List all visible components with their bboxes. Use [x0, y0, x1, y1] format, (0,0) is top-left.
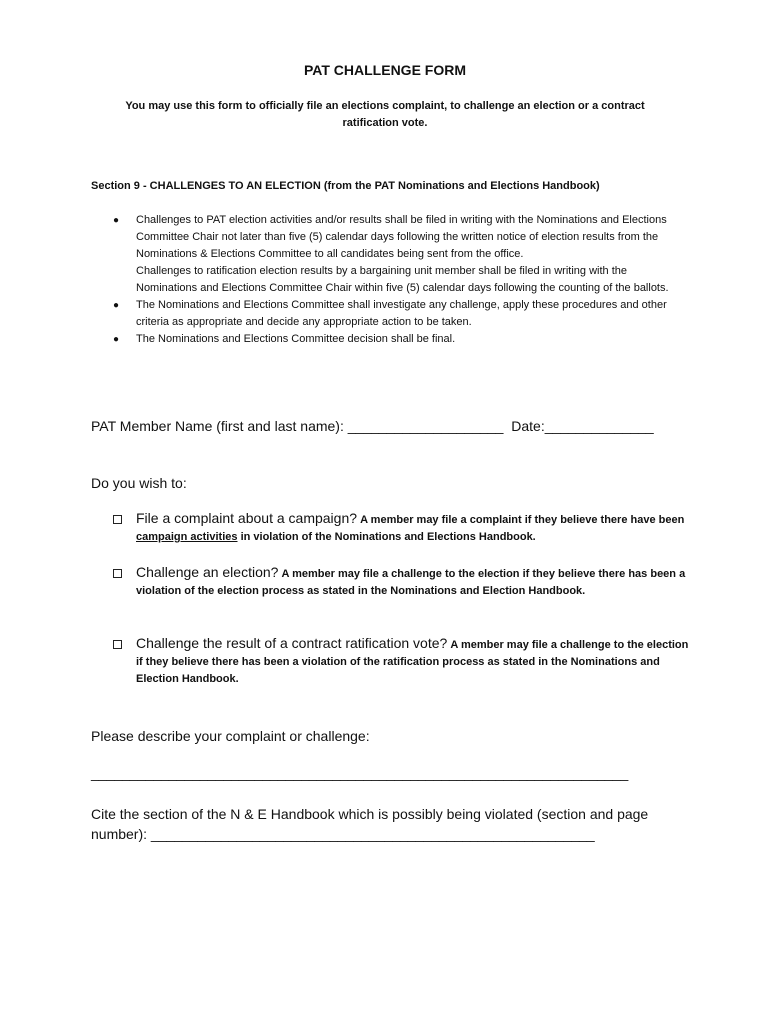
option-note-end: in violation of the Nominations and Elections Handbook. [240, 531, 536, 543]
bullet-icon: ● [113, 334, 120, 345]
cite-section-field[interactable]: Cite the section of the N & E Handbook which is possibly being violated (section and page number): _________________________________________________________ [91, 806, 649, 842]
list-item [91, 263, 691, 297]
option-note: A member may file a challenge to the election if they believe there has been a violation of the ratification process as stated in the Nominations and Election Handbook. [136, 639, 689, 685]
bullet-icon: ● [113, 215, 120, 226]
bullet-icon: ● [113, 300, 120, 311]
list-item-text: Challenges to PAT election activities and/or results shall be filed in writing with the Nominations and Elections Committee Chair not later than five (5) calendar days following the written notice of election results from the Nominations & Elections Committee to all candidates being sent from the office. [136, 214, 667, 260]
option-campaign-complaint[interactable] [91, 510, 691, 546]
campaign-activities-link[interactable]: campaign activities [136, 531, 238, 543]
list-item [91, 331, 691, 348]
list-item-text: The Nominations and Elections Committee decision shall be final. [136, 333, 456, 345]
intro-text: You may use this form to officially file an elections complaint, to challenge an election or a contract ratification vote. [125, 100, 645, 129]
member-name-field[interactable] [91, 418, 654, 434]
list-item-text: The Nominations and Elections Committee shall investigate any challenge, apply these procedures and other criteria as appropriate and decide any appropriate action to be taken. [136, 299, 667, 328]
option-question: Challenge the result of a contract ratification vote? [136, 635, 448, 651]
option-question: File a complaint about a campaign? [136, 510, 358, 526]
option-question: Challenge an election? [136, 564, 279, 580]
date-field[interactable]: Date:______________ [511, 418, 654, 434]
list-item [91, 297, 691, 331]
wish-label: Do you wish to: [91, 475, 187, 491]
checkbox-icon[interactable] [113, 640, 122, 649]
list-item [91, 212, 691, 263]
describe-label: Please describe your complaint or challenge: [91, 728, 370, 744]
option-challenge-election[interactable] [91, 564, 691, 600]
list-item-text: Challenges to ratification election results by a bargaining unit member shall be filed in writing with the Nominations and Elections Committee Chair within five (5) calendar days following the counting of the ballots. [136, 265, 669, 294]
option-note: A member may file a challenge to the election if they believe there has been a violation of the election process as stated in the Nominations and Election Handbook. [136, 568, 686, 597]
form-title: PAT CHALLENGE FORM [303, 62, 467, 78]
section-heading: Section 9 - CHALLENGES TO AN ELECTION (from the PAT Nominations and Elections Handbook) [91, 180, 600, 192]
checkbox-icon[interactable] [113, 515, 122, 524]
checkbox-icon[interactable] [113, 569, 122, 578]
describe-field[interactable]: _____________________________________________________________________ [91, 765, 629, 781]
rules-list [91, 212, 691, 348]
option-note: A member may file a complaint if they believe there have been [360, 514, 685, 526]
member-name-label: PAT Member Name (first and last name): ____________________ [91, 418, 504, 434]
option-challenge-ratification[interactable] [91, 635, 691, 688]
